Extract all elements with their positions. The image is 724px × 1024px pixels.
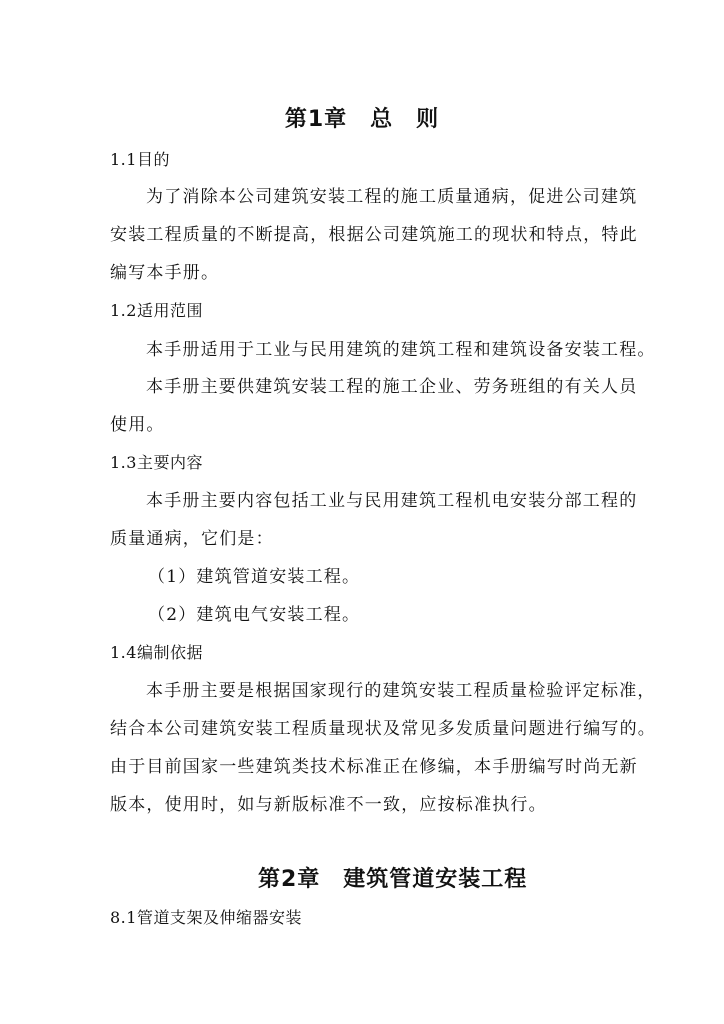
section-1-4-line-4: 版本，使用时，如与新版标准不一致，应按标准执行。 bbox=[110, 795, 547, 815]
section-1-4-line-3: 由于目前国家一些建筑类技术标准正在修编，本手册编写时尚无新 bbox=[110, 757, 638, 777]
section-1-2-line-3: 使用。 bbox=[110, 415, 165, 435]
section-1-1-line-1: 为了消除本公司建筑安装工程的施工质量通病，促进公司建筑 bbox=[146, 187, 638, 207]
section-1-1-heading: 1.1目的 bbox=[110, 150, 170, 169]
section-8-1-heading: 8.1管道支架及伸缩器安装 bbox=[110, 908, 302, 927]
list-item: （2）建筑电气安装工程。 bbox=[148, 605, 361, 625]
section-1-4-line-2: 结合本公司建筑安装工程质量现状及常见多发质量问题进行编写的。 bbox=[110, 719, 656, 739]
section-1-3-heading: 1.3主要内容 bbox=[110, 453, 203, 472]
section-1-2-line-1: 本手册适用于工业与民用建筑的建筑工程和建筑设备安装工程。 bbox=[146, 340, 656, 360]
section-1-1-line-3: 编写本手册。 bbox=[110, 263, 220, 283]
chapter-1-title: 第1章 总 则 bbox=[284, 107, 440, 132]
section-1-3-line-1: 本手册主要内容包括工业与民用建筑工程机电安装分部工程的 bbox=[146, 491, 638, 511]
section-1-2-heading: 1.2适用范围 bbox=[110, 301, 203, 320]
section-1-4-heading: 1.4编制依据 bbox=[110, 643, 203, 662]
section-1-1-line-2: 安装工程质量的不断提高，根据公司建筑施工的现状和特点，特此 bbox=[110, 225, 638, 245]
section-1-3-line-2: 质量通病，它们是： bbox=[110, 529, 274, 549]
chapter-2-title: 第2章 建筑管道安装工程 bbox=[258, 867, 528, 892]
section-1-4-line-1: 本手册主要是根据国家现行的建筑安装工程质量检验评定标准， bbox=[146, 681, 656, 701]
section-1-2-line-2: 本手册主要供建筑安装工程的施工企业、劳务班组的有关人员 bbox=[146, 377, 638, 397]
list-item: （1）建筑管道安装工程。 bbox=[148, 567, 361, 587]
